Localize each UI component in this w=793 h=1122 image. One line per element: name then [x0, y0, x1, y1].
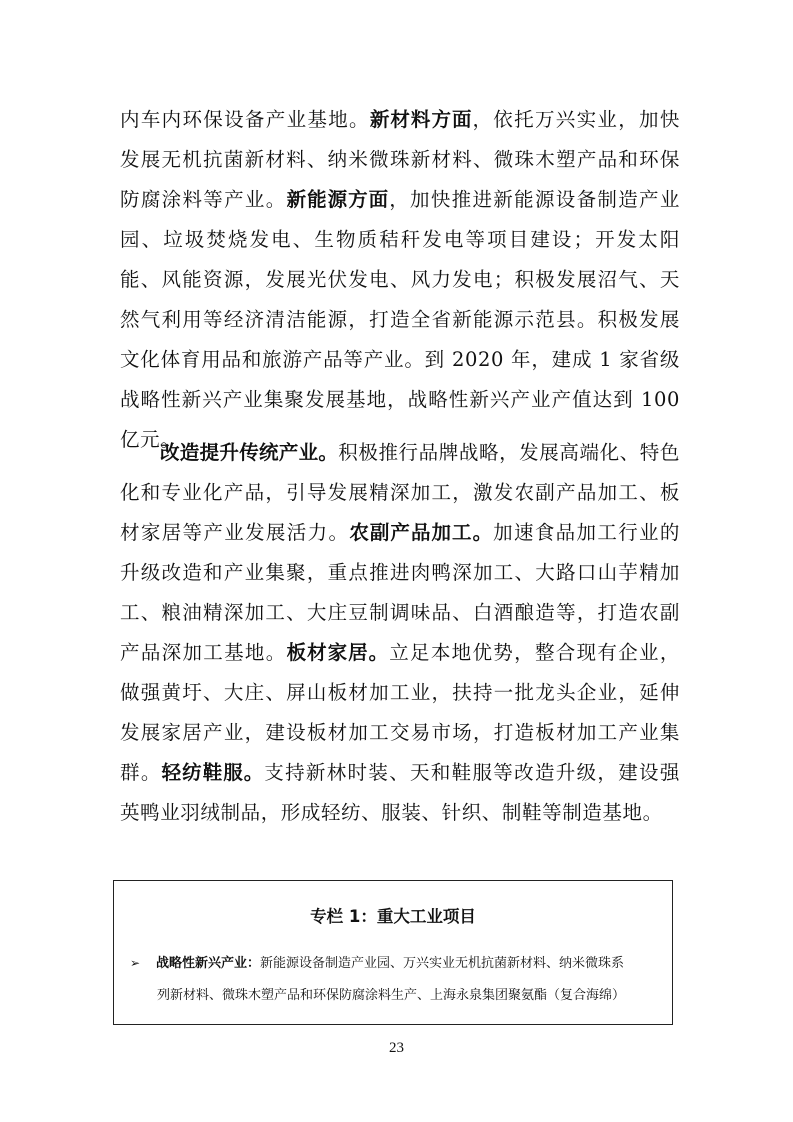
paragraph-emerging-industries: [120, 100, 680, 460]
box-item-line1: 新能源设备制造产业园、万兴实业无机抗菌新材料、纳米微珠系: [260, 956, 625, 971]
page-number: 23: [389, 1040, 404, 1056]
text-run: ，依托万兴实业，加快发展无机抗菌新材料、纳米微珠新材料、微珠木塑产品和环保防腐涂料等产业。: [120, 108, 680, 211]
bold-heading-agri-processing: 农副产品加工。: [349, 521, 494, 544]
text-run: 支持新林时装、天和鞋服等改造升级，建设强英鸭业羽绒制品，形成轻纺、服装、针织、制鞋等制造基地。: [120, 761, 680, 824]
text-run: 积极推行品牌战略，发展高端化、特色化和专业化产品，引导发展精深加工，激发农副产品加工、板材家居等产业发展活力。: [120, 441, 680, 544]
column-box-major-projects: [113, 880, 673, 1025]
text-run: ，加快推进新能源设备制造产业园、垃圾焚烧发电、生物质秸秆发电等项目建设；开发太阳能、风能资源，发展光伏发电、风力发电；积极发展沼气、天然气利用等经济清洁能源，打造全省新能源示范县。积极发展文化体育用品和旅游产品等产业。到 2020 年，建成 1 家省级战略性新兴产业集聚发展基地，战略性新兴产业产值达到 100 亿元。: [120, 188, 680, 451]
box-item-label: 战略性新兴产业：: [156, 956, 261, 971]
text-run: 立足本地优势，整合现有企业，做强黄圩、大庄、屏山板材加工业，扶持一批龙头企业，延伸发展家居产业，建设板材加工交易市场，打造板材加工产业集群。: [120, 641, 680, 784]
arrow-bullet-icon: ➢: [130, 956, 141, 970]
bold-heading-new-energy: 新能源方面: [286, 188, 390, 211]
box-item-line2: 列新材料、微珠木塑产品和环保防腐涂料生产、上海永泉集团聚氨酯（复合海绵）: [157, 988, 626, 1003]
bold-heading-board-furniture: 板材家居。: [286, 641, 390, 664]
bold-heading-upgrade-traditional: 改造提升传统产业。: [160, 441, 339, 464]
bold-heading-textile-shoes: 轻纺鞋服。: [161, 761, 265, 784]
bold-heading-new-materials: 新材料方面: [369, 108, 473, 131]
text-run: 内车内环保设备产业基地。: [120, 108, 370, 131]
paragraph-traditional-industries: [120, 433, 680, 833]
box-list-item: [130, 947, 658, 1012]
box-title: 专栏 1：重大工业项目: [310, 907, 476, 926]
text-run: 加速食品加工行业的升级改造和产业集聚，重点推进肉鸭深加工、大路口山芋精加工、粮油精深加工、大庄豆制调味品、白酒酿造等，打造农副产品深加工基地。: [120, 521, 681, 664]
